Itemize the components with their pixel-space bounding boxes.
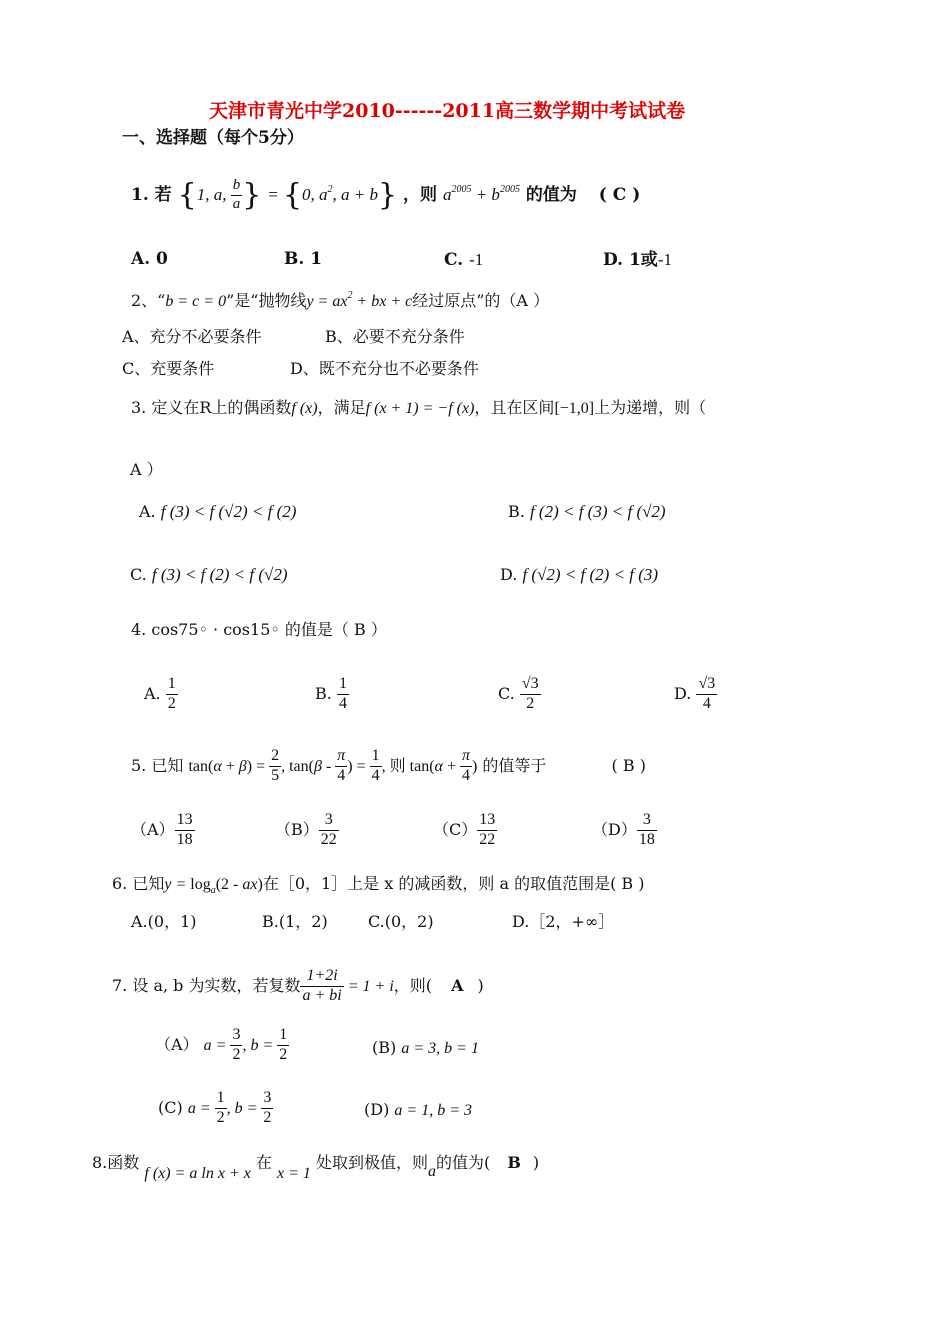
q4-option-b: B. $\frac{1}{4}$ [315, 675, 347, 712]
question-7: 7. 设 a, b 为实数，若复数 $\frac{1+2i}{a + bi}$ = 1 + i，则( A ) [112, 967, 484, 1004]
q3-option-a: A. f (3) < f (√2) < f (2) [139, 502, 297, 521]
q4-option-d: D. $\frac{√3}{4}$ [674, 675, 716, 712]
q5-option-b: （B） $\frac{3}{22}$ [275, 811, 337, 848]
q1-option-d: D. 1或-1 [603, 250, 672, 270]
q1-option-c: C. -1 [444, 250, 484, 270]
answer-8: B [507, 1153, 521, 1172]
answer-7: A [451, 975, 464, 995]
answer-5: ( B ) [611, 755, 646, 775]
q2-option-b: B、必要不充分条件 [325, 327, 465, 346]
q7-option-c: (C) a = $\frac{1}{2}$ , b = $\frac{3}{2}$ [158, 1089, 272, 1126]
q4-option-c: C. $\frac{√3}{2}$ [498, 675, 539, 712]
q4-option-a: A. $\frac{1}{2}$ [144, 675, 176, 712]
q2-option-d: D、既不充分也不必要条件 [290, 359, 479, 378]
q6-option-a: A.(0，1) [131, 912, 197, 931]
question-2: 2、“b = c = 0”是“抛物线$y = ax^2$ + bx + c经过原点”的（A ） [131, 290, 550, 310]
q3-option-b: B. f (2) < f (3) < f (√2) [508, 502, 666, 521]
q3-option-c: C. f (3) < f (2) < f (√2) [130, 565, 288, 584]
q7-option-a: （A） a = $\frac{3}{2}$ , b = $\frac{1}{2}$ [155, 1026, 288, 1063]
q7-option-b: (B) a = 3, b = 1 [372, 1038, 479, 1057]
q5-option-d: （D） $\frac{3}{18}$ [592, 811, 655, 848]
q5-option-a: （A） $\frac{13}{18}$ [131, 811, 193, 848]
q1-option-b: B. 1 [284, 249, 323, 269]
q5-option-c: （C） $\frac{13}{22}$ [433, 811, 496, 848]
q6-option-d: D.［2，+∞］ [512, 912, 615, 931]
section-heading: 一、选择题（每个5分） [122, 128, 304, 148]
question-8: 8.函数 f (x) = a ln x + x 在 x = 1 处取到极值，则a的值为( B ) [92, 1153, 540, 1182]
page-title: 天津市青光中学2010------2011高三数学期中考试试卷 [209, 100, 686, 122]
q6-option-b: B.(1，2) [262, 912, 328, 931]
q6-option-c: C.(0，2) [368, 912, 434, 931]
q3-answer: A ） [130, 460, 163, 479]
q3-option-d: D. f (√2) < f (2) < f (3) [500, 565, 659, 584]
question-5: 5. 已知 tan(α + β) = $\frac{2}{5}$ , tan(β - $\frac{\pi}{4}$ ) = $\frac{1}{4}$ , 则 tan(α + $\frac{\pi}{4}$ ) 的值等于 ( B ) [131, 747, 646, 784]
question-1: 1. 若 {1, a, $\frac{b}{a}$ } = {0, $a^2$, a + b} ，则 $a^{2005} + b^{2005}$ 的值为 ( C ) [131, 177, 641, 213]
q1-option-a: A. 0 [131, 249, 168, 269]
answer-1: ( C ) [598, 184, 641, 205]
question-3: 3. 定义在R上的偶函数f (x)，满足f (x + 1) = −f (x)，且在区间[−1,0]上为递增，则（ [131, 398, 707, 417]
question-6: 6. 已知$y = \log_a(2 - ax)$在［0，1］上是 x 的减函数，则 a 的取值范围是( B ) [112, 874, 645, 896]
q7-option-d: (D) a = 1, b = 3 [364, 1100, 472, 1119]
question-4: 4. cos75◦ · cos15◦ 的值是（ B ） [131, 620, 387, 639]
q2-option-a: A、充分不必要条件 [122, 327, 262, 346]
q2-option-c: C、充要条件 [122, 359, 215, 378]
